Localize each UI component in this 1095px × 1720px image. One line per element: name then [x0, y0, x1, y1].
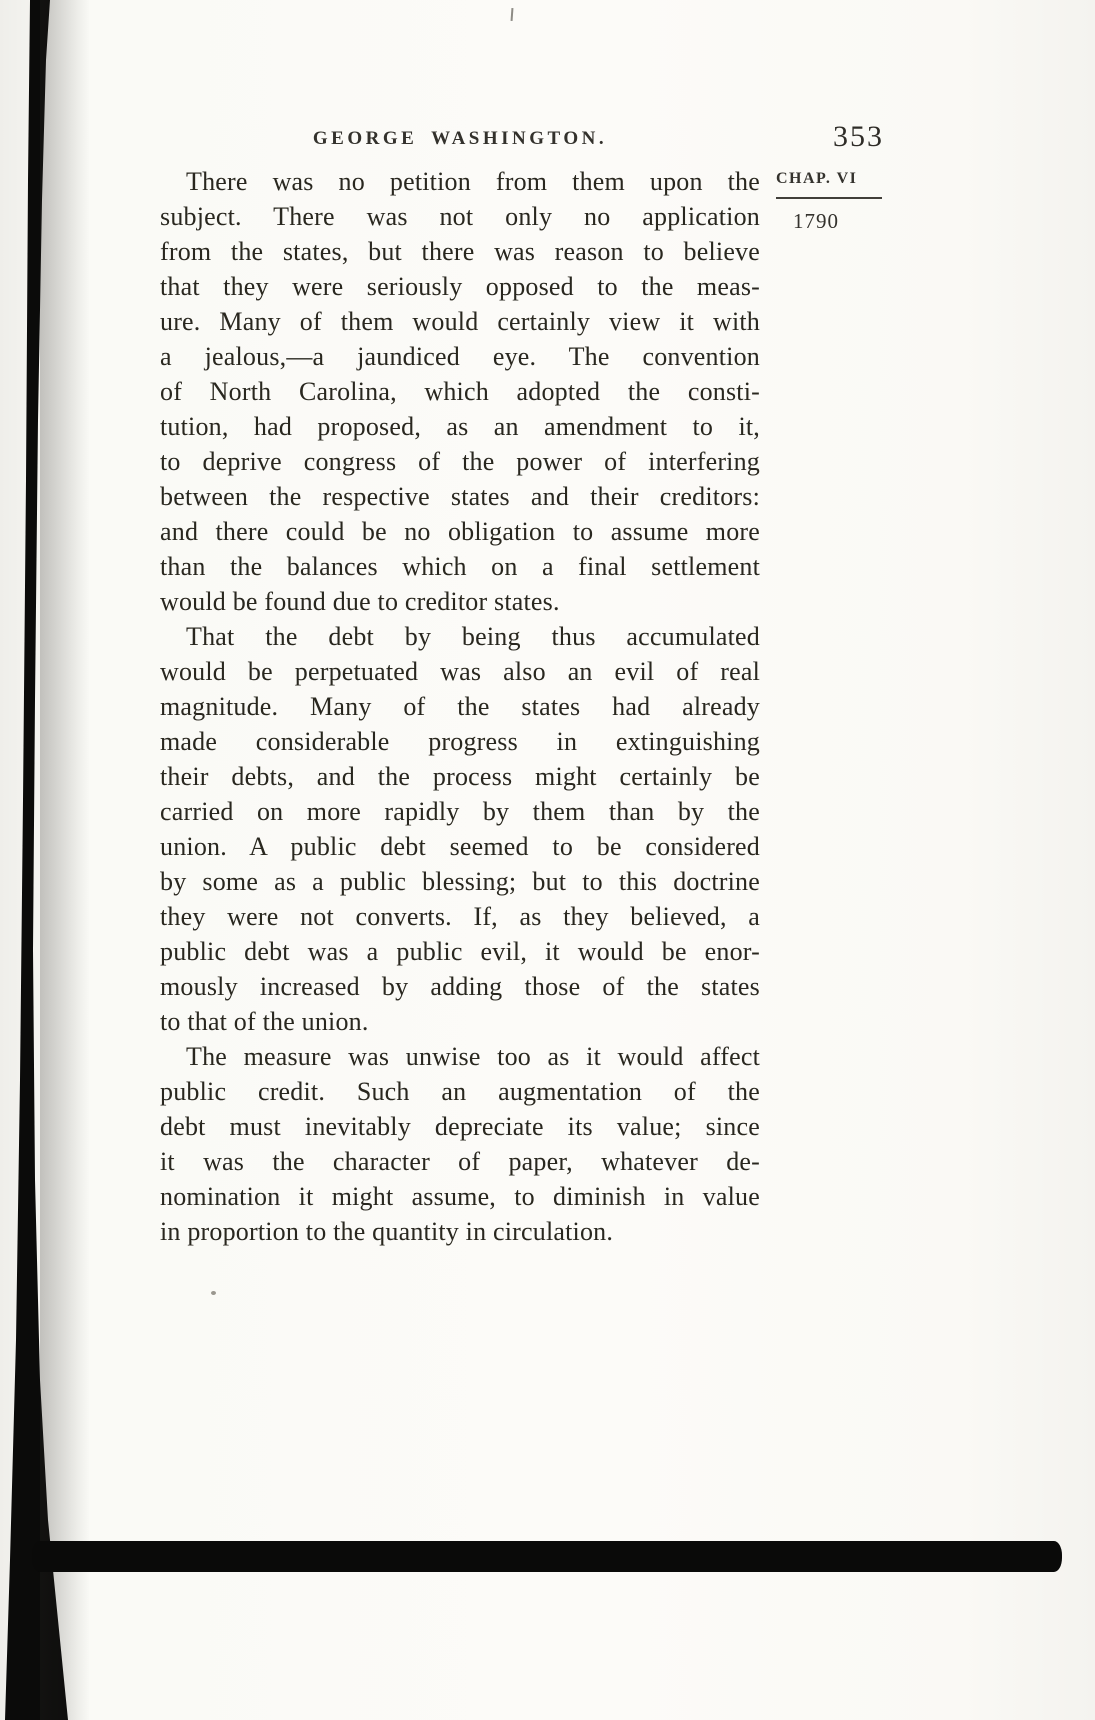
text-line: to that of the union. — [160, 1007, 369, 1036]
text-line: The measure was unwise too as it would affect — [186, 1042, 760, 1071]
text-line: their debts, and the process might certainly be — [160, 762, 760, 791]
text-line: of North Carolina, which adopted the consti- — [160, 377, 760, 406]
binding-gradient — [40, 0, 90, 1720]
text-line: from the states, but there was reason to believe — [160, 237, 760, 266]
text-line: between the respective states and their creditors: — [160, 482, 760, 511]
text-line: would be found due to creditor states. — [160, 587, 560, 616]
text-line: mously increased by adding those of the states — [160, 972, 760, 1001]
text-line: and there could be no obligation to assume more — [160, 517, 760, 546]
text-line: That the debt by being thus accumulated — [186, 622, 760, 651]
text-line: a jealous,—a jaundiced eye. The convention — [160, 342, 760, 371]
text-line: ure. Many of them would certainly view it with — [160, 307, 760, 336]
margin-chapter-label: CHAP. VI — [776, 170, 858, 187]
paragraph — [160, 619, 760, 1039]
paragraph — [160, 164, 760, 619]
margin-notes — [776, 170, 886, 234]
running-head: GEORGE WASHINGTON. — [312, 128, 608, 149]
text-line: public debt was a public evil, it would be enor- — [160, 937, 760, 966]
text-line: tution, had proposed, as an amendment to it, — [160, 412, 760, 441]
text-line: carried on more rapidly by them than by the — [160, 797, 760, 826]
scan-artifact-speck — [211, 1291, 216, 1295]
text-line: public credit. Such an augmentation of the — [160, 1077, 760, 1106]
scan-artifact-tick — [511, 8, 514, 21]
paragraph — [160, 1039, 760, 1249]
page-number: 353 — [833, 120, 884, 153]
text-line: in proportion to the quantity in circulation. — [160, 1217, 614, 1246]
text-line: made considerable progress in extinguishing — [160, 727, 760, 756]
text-line: debt must inevitably depreciate its value; since — [160, 1112, 760, 1141]
text-line: nomination it might assume, to diminish in value — [160, 1182, 760, 1211]
scan-bottom-band — [32, 1541, 1062, 1572]
text-line: would be perpetuated was also an evil of real — [160, 657, 760, 686]
margin-rule — [776, 197, 882, 199]
text-line: than the balances which on a final settlement — [160, 552, 760, 581]
text-line: union. A public debt seemed to be considered — [160, 832, 760, 861]
text-line: by some as a public blessing; but to this doctrine — [160, 867, 760, 896]
text-line: they were not converts. If, as they believed, a — [160, 902, 760, 931]
body-text — [160, 164, 760, 1249]
text-line: magnitude. Many of the states had already — [160, 692, 760, 721]
text-line: There was no petition from them upon the — [186, 167, 760, 196]
text-line: it was the character of paper, whatever de- — [160, 1147, 760, 1176]
text-line: subject. There was not only no application — [160, 202, 760, 231]
text-line: to deprive congress of the power of interfering — [160, 447, 760, 476]
binding-shadow — [0, 0, 80, 1720]
margin-year-label: 1790 — [793, 209, 839, 233]
text-line: that they were seriously opposed to the meas- — [160, 272, 760, 301]
